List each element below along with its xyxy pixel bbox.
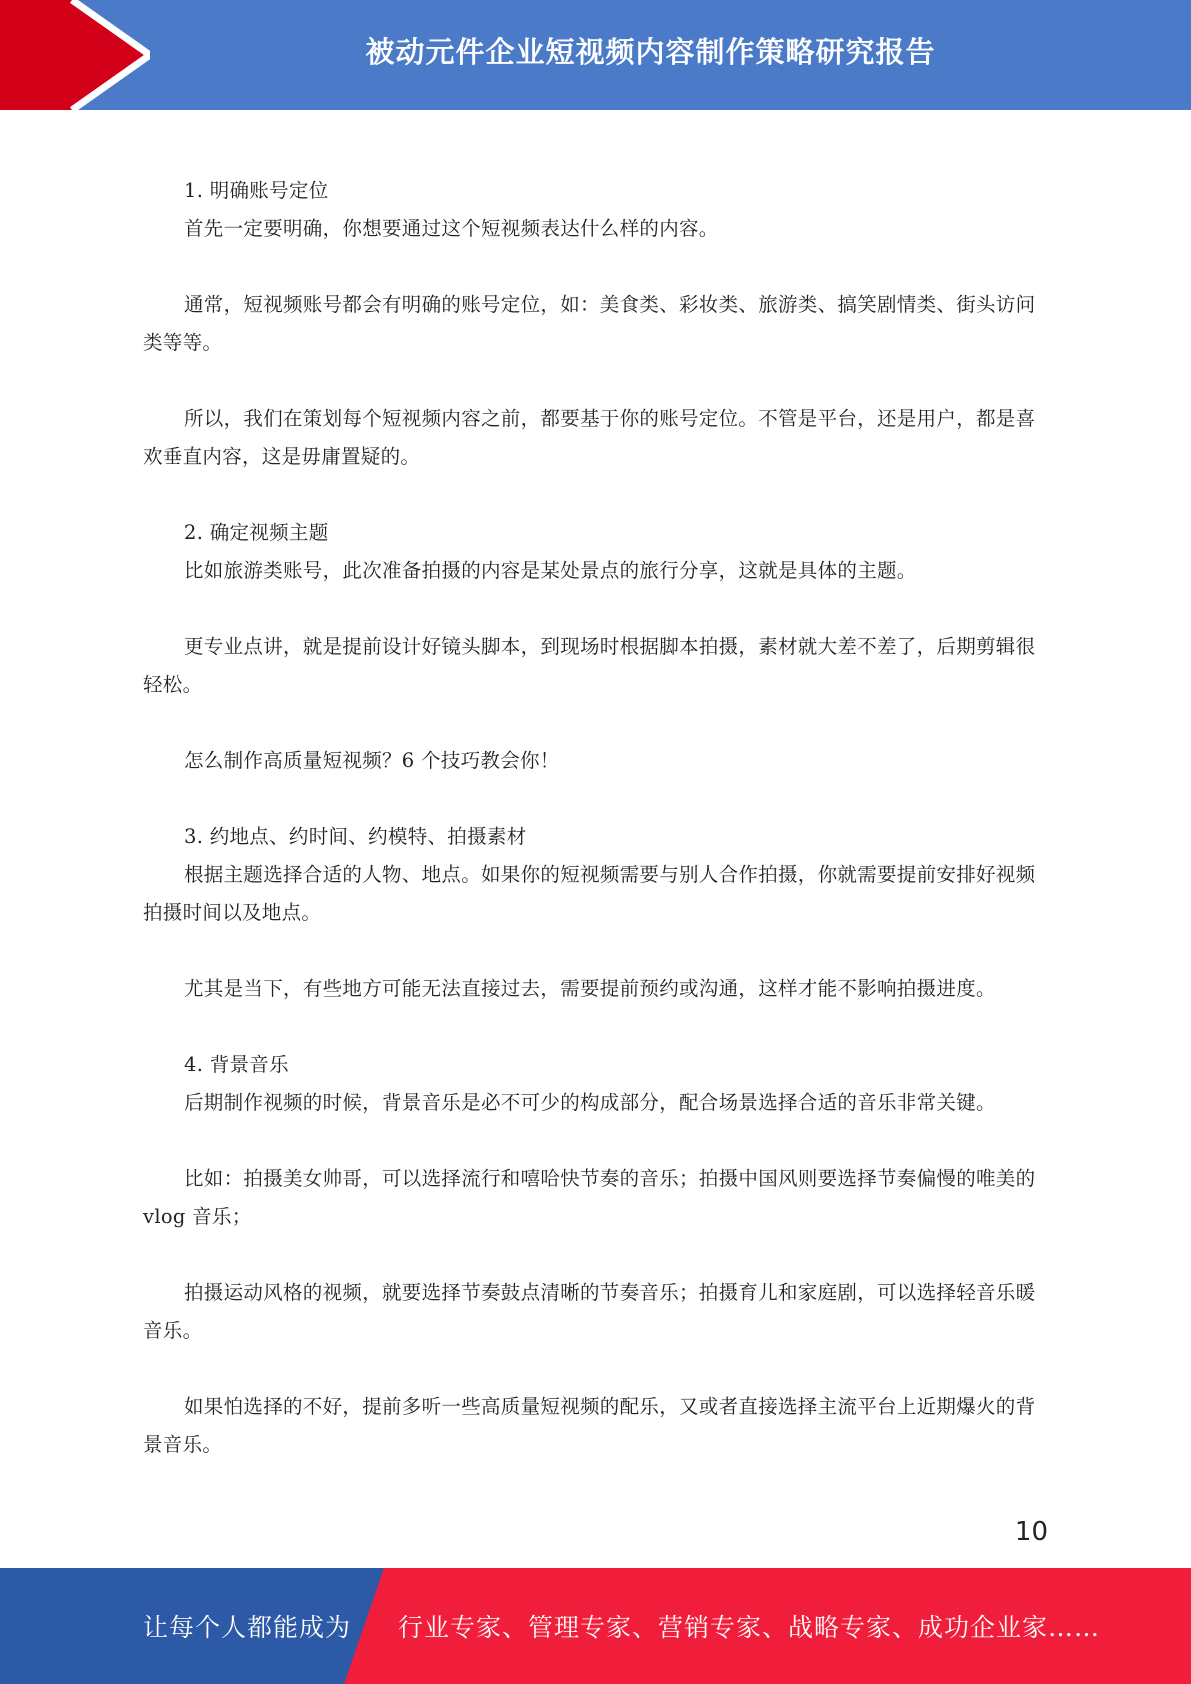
footer-slogan-right: 行业专家、管理专家、营销专家、战略专家、成功企业家…… — [398, 1613, 1101, 1642]
document-title: 被动元件企业短视频内容制作策略研究报告 — [365, 34, 936, 69]
paragraph: 怎么制作高质量短视频？6 个技巧教会你！ — [184, 749, 560, 772]
paragraph: 后期制作视频的时候，背景音乐是必不可少的构成部分，配合场景选择合适的音乐非常关键。 — [184, 1091, 996, 1114]
paragraph: 通常，短视频账号都会有明确的账号定位，如：美食类、彩妆类、旅游类、搞笑剧情类、街头访问类等等。 — [143, 293, 1036, 354]
header-chevron-icon — [0, 0, 150, 110]
paragraph: 拍摄运动风格的视频，就要选择节奏鼓点清晰的节奏音乐；拍摄育儿和家庭剧，可以选择轻音乐暖音乐。 — [143, 1281, 1036, 1342]
document-body — [143, 172, 1048, 1464]
section-heading-3: 3. 约地点、约时间、约模特、拍摄素材 — [184, 825, 527, 848]
paragraph: 更专业点讲，就是提前设计好镜头脚本，到现场时根据脚本拍摄，素材就大差不差了，后期剪辑很轻松。 — [143, 635, 1036, 696]
section-heading-4: 4. 背景音乐 — [184, 1053, 289, 1076]
page-footer — [0, 1568, 1191, 1684]
paragraph: 如果怕选择的不好，提前多听一些高质量短视频的配乐，又或者直接选择主流平台上近期爆火的背景音乐。 — [143, 1395, 1036, 1456]
paragraph: 根据主题选择合适的人物、地点。如果你的短视频需要与别人合作拍摄，你就需要提前安排好视频拍摄时间以及地点。 — [143, 863, 1036, 924]
paragraph: 比如旅游类账号，此次准备拍摄的内容是某处景点的旅行分享，这就是具体的主题。 — [184, 559, 917, 582]
page-number: 10 — [1014, 1517, 1048, 1547]
paragraph: 比如：拍摄美女帅哥，可以选择流行和嘻哈快节奏的音乐；拍摄中国风则要选择节奏偏慢的唯美的 vlog 音乐； — [143, 1167, 1036, 1228]
section-heading-1: 1. 明确账号定位 — [184, 179, 329, 202]
section-heading-2: 2. 确定视频主题 — [184, 521, 329, 544]
footer-slogan-left: 让每个人都能成为 — [143, 1613, 352, 1642]
page-header — [0, 0, 1191, 110]
paragraph: 尤其是当下，有些地方可能无法直接过去，需要提前预约或沟通，这样才能不影响拍摄进度。 — [184, 977, 996, 1000]
paragraph: 首先一定要明确，你想要通过这个短视频表达什么样的内容。 — [184, 217, 719, 240]
paragraph: 所以，我们在策划每个短视频内容之前，都要基于你的账号定位。不管是平台，还是用户，都是喜欢垂直内容，这是毋庸置疑的。 — [143, 407, 1036, 468]
